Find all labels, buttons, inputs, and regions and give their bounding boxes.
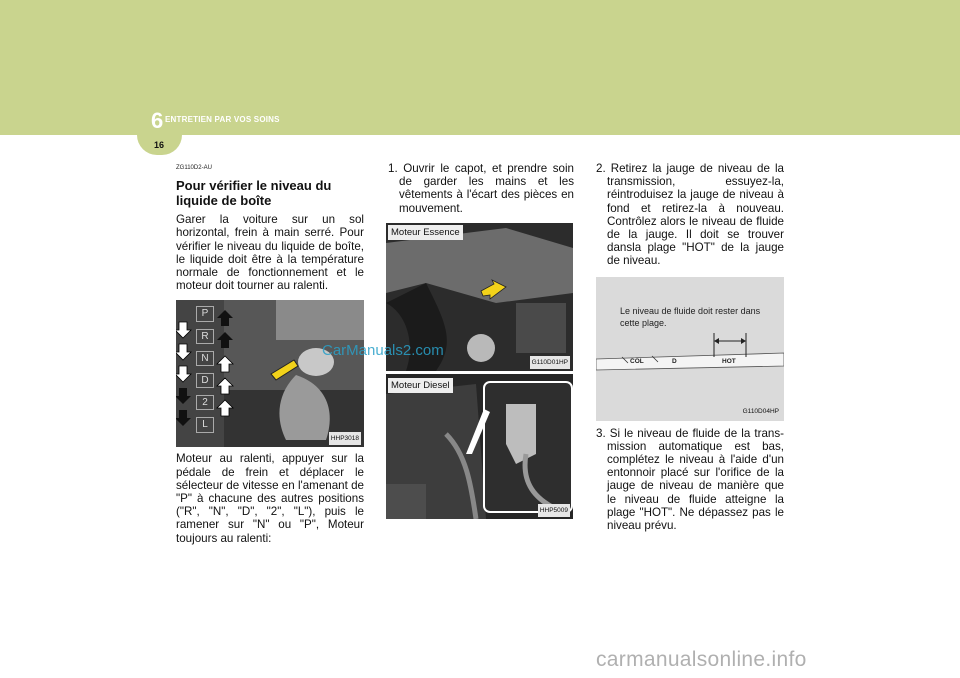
dipstick-d-label: D [672,357,677,365]
step-1: 1. Ouvrir le capot, et prendre soin de garder les mains et les vêtements à l'écart des pièces en mouvement. [388,162,574,215]
arrow-up-icon [217,310,233,348]
page-number: 16 [154,140,165,150]
arrow-down-icon [176,322,191,382]
gear-l: L [196,417,214,432]
dipstick-figure-code: G110D04HP [742,408,779,416]
gear-p: P [196,306,214,321]
gear-d: D [196,373,214,388]
diesel-figure-code: HHP5009 [538,504,570,517]
footer-watermark: carmanualsonline.info [596,648,807,671]
shift-paragraph: Moteur au ralenti, appuyer sur la pédale de frein et déplacer le sélecteur de vitesse en l'amenant de "P" à chacune des autres positions ("R", "N", "D", "2", "L"), puis le ramener sur "N" ou "P", Moteur toujours au ralenti: [176,452,364,545]
figure-code: HHP3018 [329,432,361,445]
petrol-figure-code: G110D01HP [530,356,570,369]
gear-r: R [196,329,214,344]
overlay-watermark: CarManuals2.com [322,342,444,359]
diesel-engine-figure [386,374,573,519]
gear-n: N [196,351,214,366]
dipstick-hot-label: HOT [722,357,736,365]
chapter-title: ENTRETIEN PAR VOS SOINS [165,115,280,124]
dipstick-figure [596,277,784,421]
gear-2: 2 [196,395,214,410]
section-heading: Pour vérifier le niveau du liquide de boîte [176,178,332,209]
diesel-label: Moteur Diesel [388,378,453,393]
gear-selector-figure [176,300,364,447]
shift-arrows [176,300,364,447]
diesel-engine-photo [386,374,573,519]
arrow-up-outline-icon [217,356,233,416]
dipstick-illustration [596,277,784,421]
dipstick-note: Le niveau de fluide doit rester dans cette plage. [620,305,761,328]
chapter-number: 6 [151,108,164,133]
dipstick-cool-label: COL [630,357,644,365]
header-band [0,0,960,135]
petrol-label: Moteur Essence [388,225,463,240]
intro-paragraph: Garer la voiture sur un sol horizontal, frein à main serré. Pour vérifier le niveau du liquide de boîte, le liquide doit être à la température normale de fonctionnement et le moteur doit tourner au ralenti. [176,213,364,293]
step-3: 3. Si le niveau de fluide de la trans- mission automatique est bas, complétez le niveau à l'aide d'un entonnoir placé sur l'orifice de la jauge de niveau de manière que le niveau de fluide atteigne la plage "HOT". Ne dépassez pas le niveau prévu. [596,426,784,533]
section-code: ZG110D2-AU [176,165,212,171]
arrow-down-filled-icon [176,388,191,426]
step-2: 2. Retirez la jauge de niveau de la transmission, essuyez-la, réintroduisez la jauge de niveau à fond et retirez-la à nouveau. Contrôlez alors le niveau de fluide de la jauge. Il doit se trouver dansla plage "HOT" de la jauge de niveau. [596,162,784,268]
column-2 [388,162,574,519]
column-3 [596,162,784,532]
